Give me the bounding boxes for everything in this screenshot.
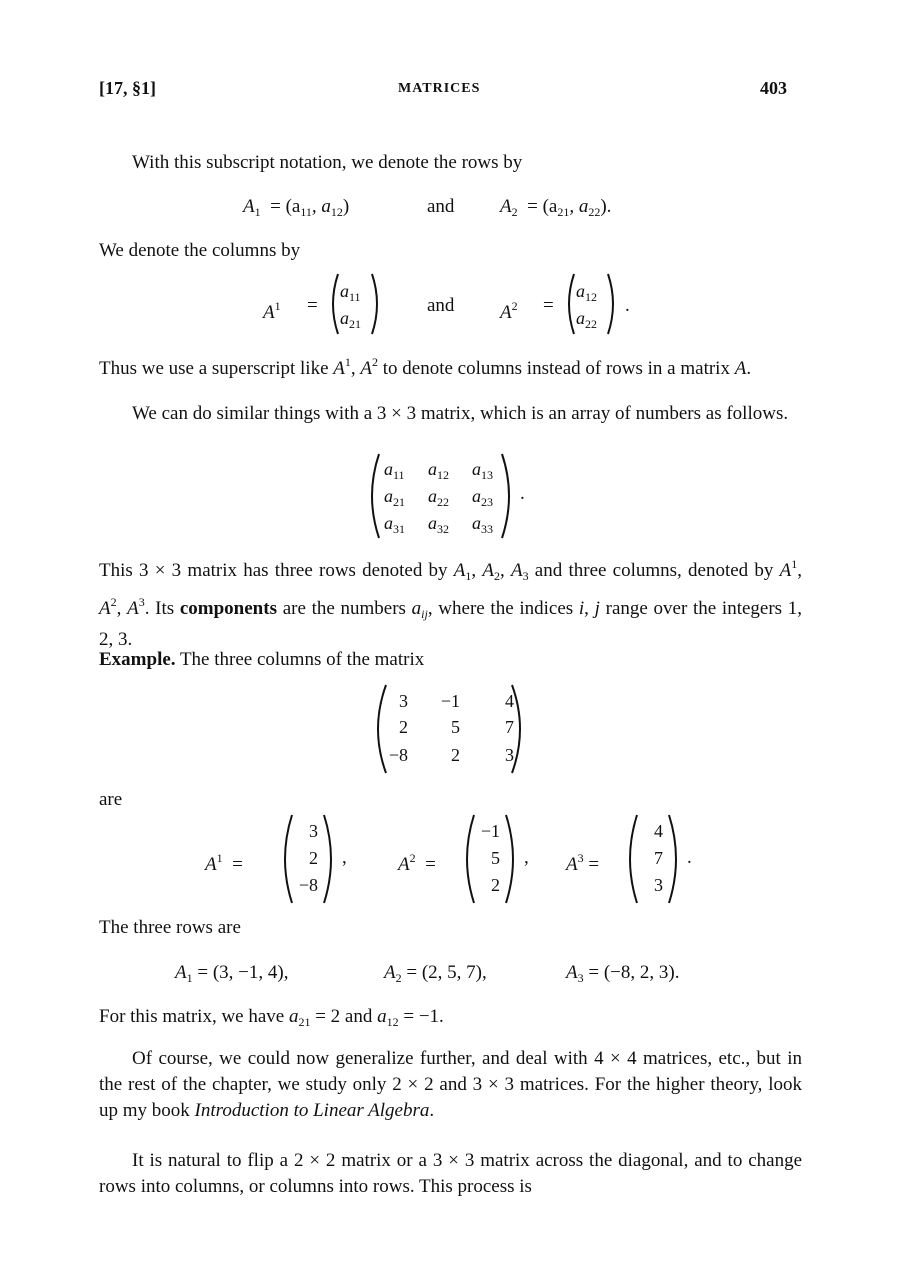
matrix-cell: −8 <box>388 745 408 765</box>
m1-bottom: $a_{21}$ <box>340 308 361 331</box>
row-vector-2: $A_2 = (2$, 5, 7), <box>384 962 487 985</box>
intro-rows-text: With this subscript notation, we denote the rows by <box>132 152 523 173</box>
matrix-cell: $a_{31}$ <box>384 513 405 536</box>
matrix-cell: $a_{21}$ <box>384 486 405 509</box>
punctuation: , <box>342 847 347 868</box>
equals-sign: = <box>307 295 318 316</box>
m2-top: $a_{12}$ <box>576 281 597 304</box>
m1-top: $a_{11}$ <box>340 281 361 304</box>
running-title: MATRICES <box>398 81 481 96</box>
right-paren-icon <box>504 813 522 905</box>
matrix-cell: 7 <box>505 717 514 737</box>
right-paren-icon <box>500 452 518 540</box>
period: . <box>625 295 630 316</box>
matrix-cell: 2 <box>399 717 408 737</box>
paragraph-flip: It is natural to flip a 2 × 2 matrix or a 3 × 3 matrix across the diagonal, and to change rows into columns, or columns into rows. This process is <box>99 1150 802 1197</box>
matrix-cell: 4 <box>505 691 514 711</box>
vector-entry: −8 <box>298 875 318 895</box>
right-paren-icon <box>322 813 340 905</box>
matrix-cell: $a_{12}$ <box>428 459 449 482</box>
col-label-1: $A^1$ <box>263 299 281 323</box>
paragraph-similar: We can do similar things with a 3 × 3 matrix, which is an array of numbers as follows. <box>132 403 789 424</box>
paragraph-superscript: Thus we use a superscript like $A^1$, $A^2$ to denote columns instead of rows in a matrix A. <box>99 355 752 379</box>
vector-entry: 3 <box>309 821 318 841</box>
matrix-cell: $a_{33}$ <box>472 513 493 536</box>
row-equation-2: $A_2 = (a_{21}$, $a_{22}$). <box>500 196 612 219</box>
page-section-ref: [17, §1] <box>99 78 156 98</box>
right-paren-icon <box>510 683 530 775</box>
intro-cols-text: We denote the columns by <box>99 240 301 261</box>
column-vector-label: $A^2$ = <box>398 851 436 875</box>
paragraph-components: This 3 × 3 matrix has three rows denoted by $A_1$, $A_2$, $A_3$ and three columns, denoted by $A^1$, $A^2$, $A^3$. Its components are the numbers $a_{ij}$, where the indices i, j range over the integers 1, 2, 3. <box>99 557 803 650</box>
left-paren-icon <box>326 272 340 336</box>
right-paren-icon <box>606 272 620 336</box>
punctuation: , <box>524 847 529 868</box>
vector-entry: 4 <box>654 821 663 841</box>
and-word-2: and <box>427 295 455 316</box>
vector-entry: 2 <box>491 875 500 895</box>
vector-entry: −1 <box>480 821 500 841</box>
matrix-cell: $a_{22}$ <box>428 486 449 509</box>
left-paren-icon <box>562 272 576 336</box>
page-number: 403 <box>760 78 787 98</box>
period: . <box>520 483 525 504</box>
paragraph-have: For this matrix, we have $a_{21} = 2$ and $a_{12} = -1$. <box>99 1006 444 1029</box>
matrix-cell: 3 <box>505 745 514 765</box>
column-vector-label: $A^1$ = <box>205 851 243 875</box>
vector-entry: 3 <box>654 875 663 895</box>
left-paren-icon <box>363 452 381 540</box>
m2-bottom: $a_{22}$ <box>576 308 597 331</box>
vector-entry: 7 <box>654 848 663 868</box>
and-word: and <box>427 196 455 217</box>
example-line: Example. The three columns of the matrix <box>99 649 425 670</box>
matrix-cell: −1 <box>440 691 460 711</box>
vector-entry: 2 <box>309 848 318 868</box>
paragraph-course: Of course, we could now generalize further, and deal with 4 × 4 matrices, etc., but in the rest of the chapter, we study only 2 × 2 and 3 × 3 matrices. For the higher theory, look up my book Introduction to Linear Algebra. <box>99 1048 802 1121</box>
right-paren-icon <box>667 813 685 905</box>
column-vector-label: $A^3$ = <box>566 851 600 875</box>
row-vector-3: $A_3 = (-8$, 2, 3). <box>566 962 680 985</box>
col-label-2: $A^2$ <box>500 299 518 323</box>
matrix-cell: $a_{23}$ <box>472 486 493 509</box>
matrix-cell: 3 <box>399 691 408 711</box>
matrix-cell: 2 <box>451 745 460 765</box>
vector-entry: 5 <box>491 848 500 868</box>
row-vector-1: $A_1 = (3$, −1, 4), <box>175 962 289 985</box>
are-word: are <box>99 789 123 810</box>
punctuation: . <box>687 847 692 868</box>
three-rows-text: The three rows are <box>99 917 241 938</box>
matrix-cell: $a_{13}$ <box>472 459 493 482</box>
equals-sign-2: = <box>543 295 554 316</box>
matrix-cell: 5 <box>451 717 460 737</box>
matrix-cell: $a_{11}$ <box>384 459 405 482</box>
matrix-cell: $a_{32}$ <box>428 513 449 536</box>
row-equation-1: $A_1 = (a_{11}$, $a_{12}$) <box>243 196 350 219</box>
right-paren-icon <box>370 272 384 336</box>
